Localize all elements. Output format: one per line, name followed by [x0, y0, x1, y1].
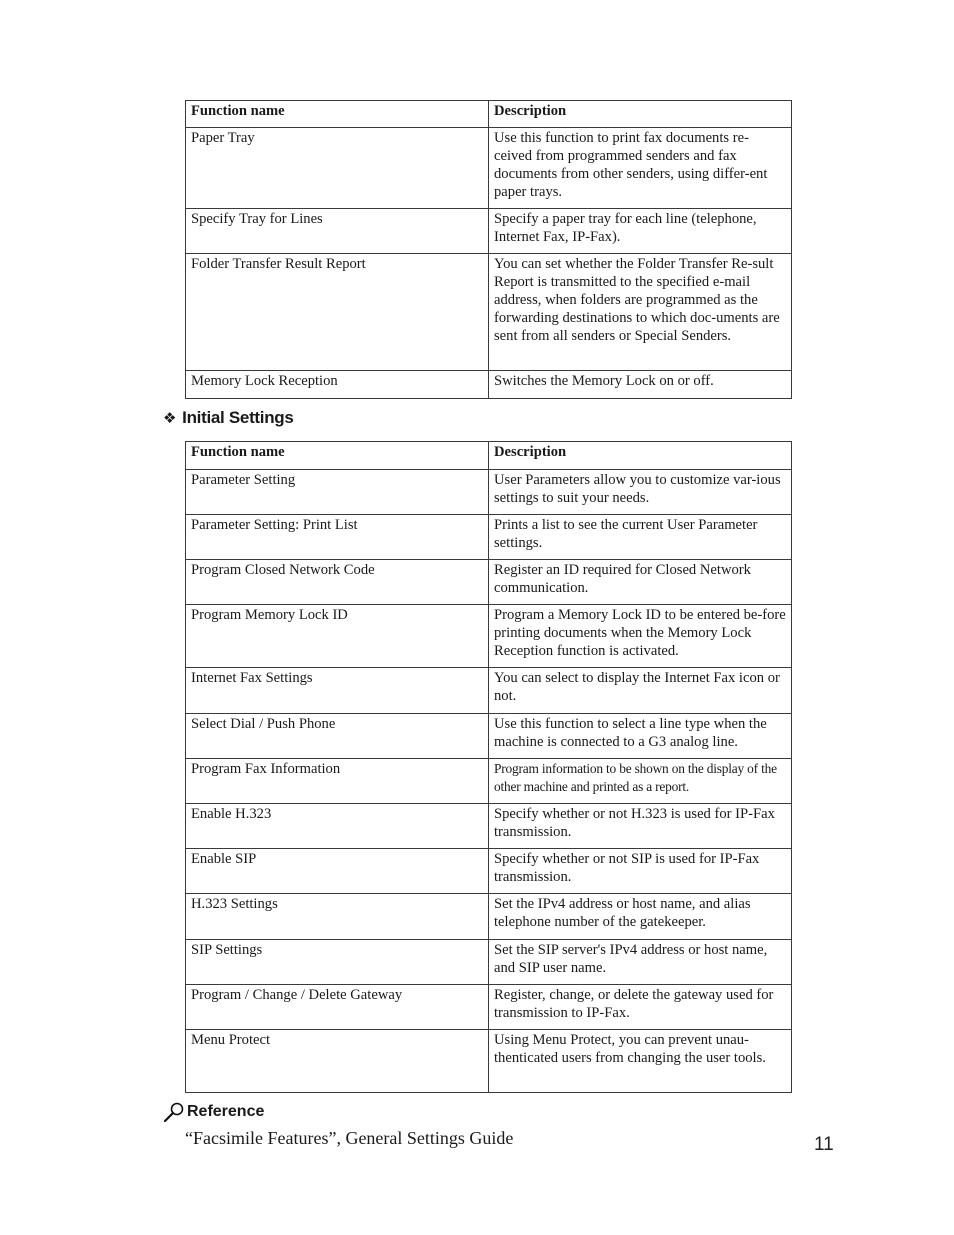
reference-label: Reference — [187, 1103, 265, 1120]
diamond-bullet-icon: ❖ — [163, 409, 177, 427]
description-cell: Prints a list to see the current User Parameter settings. — [489, 515, 792, 560]
description-cell: Set the SIP server's IPv4 address or host name, and SIP user name. — [489, 940, 792, 985]
description-cell: Specify a paper tray for each line (telephone, Internet Fax, IP-Fax). — [489, 209, 792, 254]
table-row — [186, 209, 792, 254]
table-row — [186, 940, 792, 985]
function-name-cell: Program Memory Lock ID — [186, 605, 489, 668]
table-row — [186, 714, 792, 759]
function-name-cell: Menu Protect — [186, 1030, 489, 1093]
function-name-cell: Select Dial / Push Phone — [186, 714, 489, 759]
table-row — [186, 1030, 792, 1093]
description-cell: Use this function to print fax documents re-ceived from programmed senders and fax documents from other senders, using differ-ent paper trays. — [489, 128, 792, 209]
description-cell: Register, change, or delete the gateway used for transmission to IP-Fax. — [489, 985, 792, 1030]
description-cell: You can set whether the Folder Transfer Re-sult Report is transmitted to the specified e-mail address, when folders are programmed as the forwarding destinations to which doc-uments are sent from all senders or Special Senders. — [489, 254, 792, 371]
table-row — [186, 128, 792, 209]
description-cell: Specify whether or not SIP is used for IP-Fax transmission. — [489, 849, 792, 894]
function-name-cell: Specify Tray for Lines — [186, 209, 489, 254]
table-row — [186, 985, 792, 1030]
function-table-1 — [185, 100, 792, 399]
description-cell: Switches the Memory Lock on or off. — [489, 371, 792, 399]
table-row — [186, 759, 792, 804]
function-name-cell: Program Closed Network Code — [186, 560, 489, 605]
description-cell: Using Menu Protect, you can prevent unau-thenticated users from changing the user tools. — [489, 1030, 792, 1093]
table-row — [186, 254, 792, 371]
function-name-cell: Program Fax Information — [186, 759, 489, 804]
column-header-function-name: Function name — [186, 101, 489, 128]
table-row — [186, 371, 792, 399]
table-header-row — [186, 442, 792, 470]
function-name-cell: SIP Settings — [186, 940, 489, 985]
table-header-row — [186, 101, 792, 128]
table-row — [186, 804, 792, 849]
reference-heading — [163, 1102, 264, 1122]
table-row — [186, 605, 792, 668]
function-name-cell: Program / Change / Delete Gateway — [186, 985, 489, 1030]
page-number: 11 — [814, 1134, 834, 1155]
table-row — [186, 668, 792, 714]
function-name-cell: Parameter Setting — [186, 470, 489, 515]
function-name-cell: Paper Tray — [186, 128, 489, 209]
function-name-cell: Memory Lock Reception — [186, 371, 489, 399]
column-header-description: Description — [489, 101, 792, 128]
section-heading — [163, 408, 294, 428]
function-name-cell: Enable H.323 — [186, 804, 489, 849]
section-title: Initial Settings — [182, 408, 294, 427]
function-table-2 — [185, 441, 792, 1093]
description-cell: You can select to display the Internet Fax icon or not. — [489, 668, 792, 714]
description-cell: Program a Memory Lock ID to be entered be-fore printing documents when the Memory Lock Reception function is activated. — [489, 605, 792, 668]
function-name-cell: Parameter Setting: Print List — [186, 515, 489, 560]
reference-text: “Facsimile Features”, General Settings Guide — [185, 1128, 514, 1148]
description-cell: Register an ID required for Closed Network communication. — [489, 560, 792, 605]
function-name-cell: H.323 Settings — [186, 894, 489, 940]
table-row — [186, 894, 792, 940]
column-header-description: Description — [489, 442, 792, 470]
function-name-cell: Folder Transfer Result Report — [186, 254, 489, 371]
table-row — [186, 470, 792, 515]
description-cell: Set the IPv4 address or host name, and alias telephone number of the gatekeeper. — [489, 894, 792, 940]
column-header-function-name: Function name — [186, 442, 489, 470]
description-cell: Program information to be shown on the display of the other machine and printed as a report. — [489, 759, 792, 804]
function-name-cell: Enable SIP — [186, 849, 489, 894]
table-row — [186, 560, 792, 605]
description-cell: User Parameters allow you to customize var-ious settings to suit your needs. — [489, 470, 792, 515]
table-row — [186, 849, 792, 894]
description-cell: Use this function to select a line type when the machine is connected to a G3 analog line. — [489, 714, 792, 759]
description-cell: Specify whether or not H.323 is used for IP-Fax transmission. — [489, 804, 792, 849]
table-row — [186, 515, 792, 560]
magnifier-icon — [163, 1102, 185, 1122]
function-name-cell: Internet Fax Settings — [186, 668, 489, 714]
